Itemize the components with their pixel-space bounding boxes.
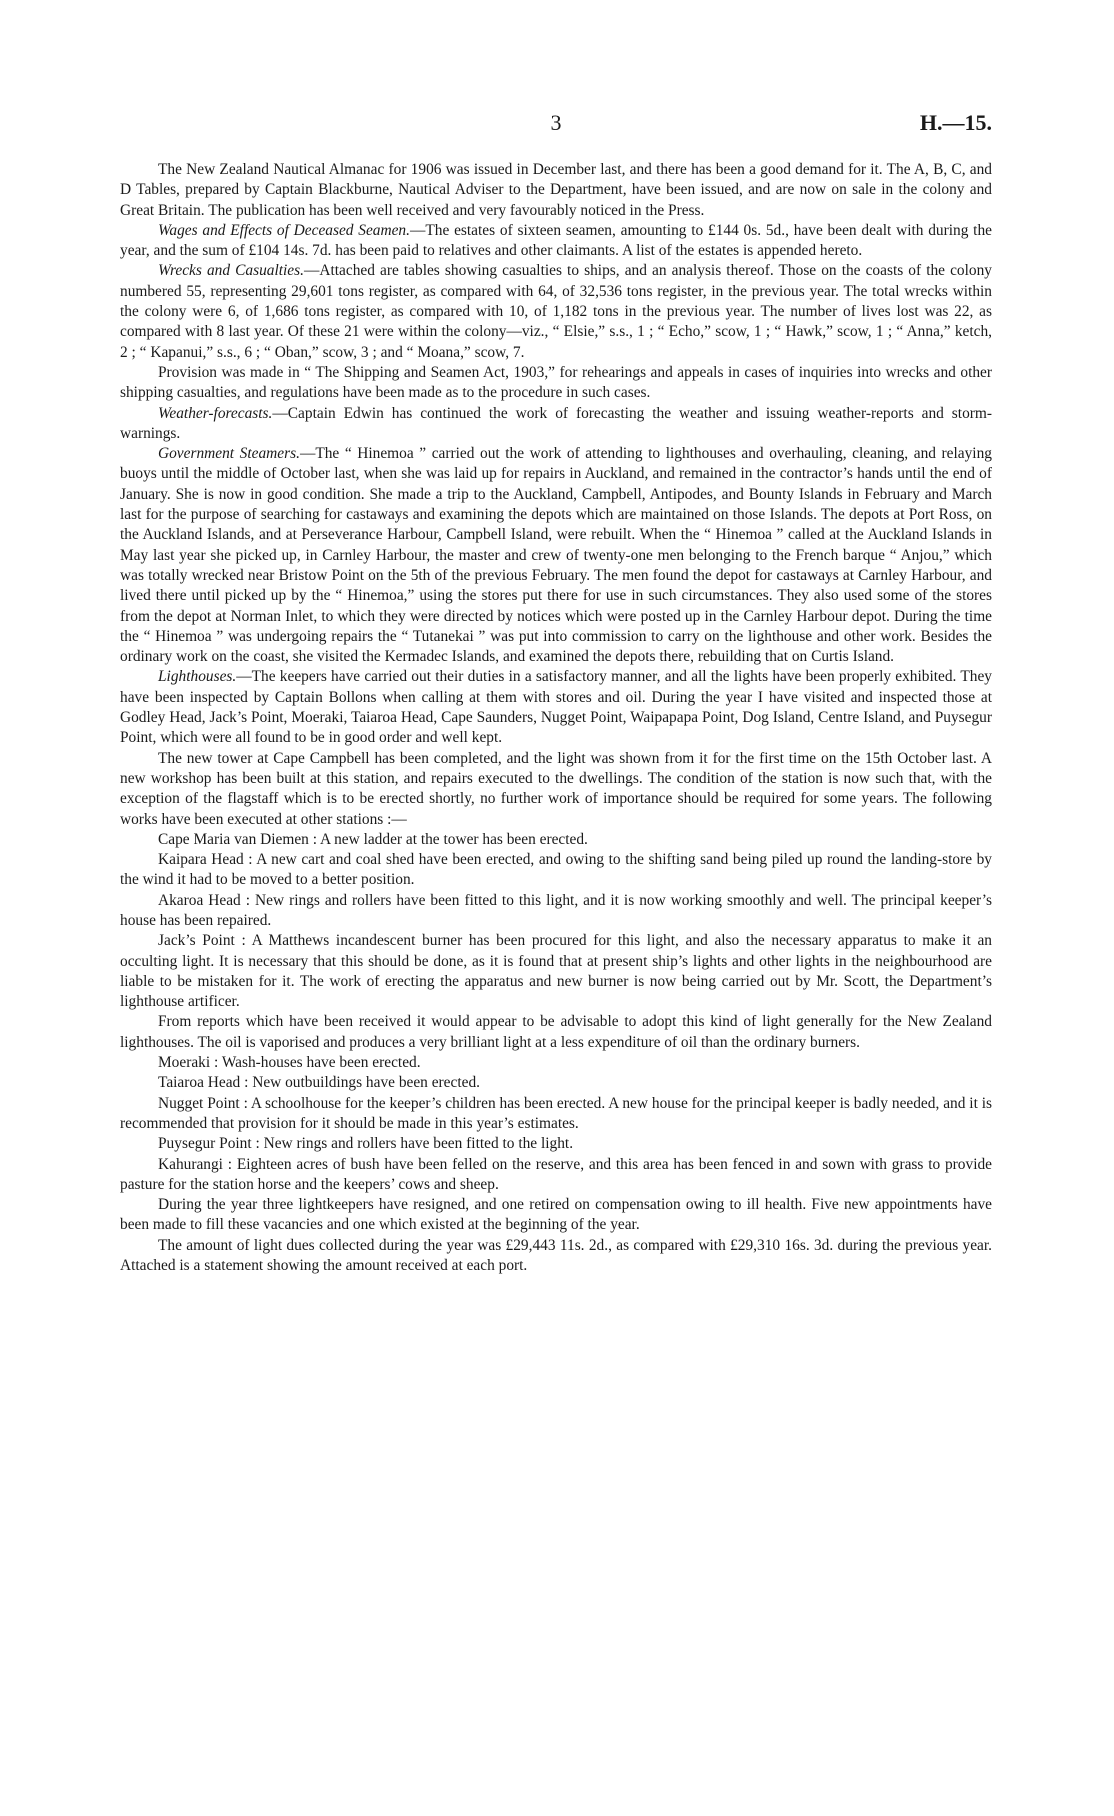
paragraph [120,850,992,891]
paragraph [120,931,992,1012]
paragraph-text: Akaroa Head : New rings and rollers have been fitted to this light, and it is now working smoothly and well. The principal keeper’s house has been repaired. [120,891,992,929]
paragraph-text: The amount of light dues collected during the year was £29,443 11s. 2d., as compared with £29,310 16s. 3d. during the previous year. Attached is a statement showing the amount received at each port. [120,1236,992,1275]
paragraph [120,1236,992,1277]
paragraph-text: Cape Maria van Diemen : A new ladder at the tower has been erected. [158,830,588,848]
paragraph [120,261,992,362]
paragraph-heading: Weather-forecasts. [158,404,273,422]
paragraph-text: During the year three lightkeepers have resigned, and one retired on compensation owing to ill health. Five new appointments have been made to fill these vacancies and one which existed at the beginning of the year. [120,1196,992,1234]
paragraph-heading: Government Steamers. [158,445,300,463]
paragraph-text: —The “ Hinemoa ” carried out the work of attending to lighthouses and overhauling, cleaning, and relaying buoys until the middle of October last, when she was laid up for repairs in Auckland, and remained in the contractor’s hands until the end of January. She is now in good condition. She made a trip to the Auckland, Campbell, Antipodes, and Bounty Islands in February and March last for the purpose of searching for castaways and examining the depots which are maintained on those Islands. The depots at Port Ross, on the Auckland Islands, and at Perseverance Harbour, Campbell Island, were rebuilt. When the “ Hinemoa ” called at the Auckland Islands in May last year she picked up, in Carnley Harbour, the master and crew of twenty-one men belonging to the French barque “ Anjou,” which was totally wrecked near Bristow Point on the 5th of the previous February. The men found the depot for castaways at Carnley Harbour, and lived there until picked up by the “ Hinemoa,” using the stores put there for use in such circumstances. They also used some of the stores from the depot at Norman Inlet, to which they were directed by notices which were posted up in the Carnley Harbour depot. During the time the “ Hinemoa ” was undergoing repairs the “ Tutanekai ” was put into commission to carry on the lighthouse and other work. Besides the ordinary work on the coast, she visited the Kermadec Islands, and examined the depots there, rebuilding that on Curtis Island. [120,445,992,666]
paragraph [120,1134,992,1154]
paragraph [120,1053,992,1073]
paragraph-heading: Lighthouses. [158,668,237,686]
body-text [120,160,992,1276]
paragraph [120,363,992,404]
paragraph-text: Kahurangi : Eighteen acres of bush have been felled on the reserve, and this area has been fenced in and sown with grass to provide pasture for the station horse and the keepers’ cows and sheep. [120,1155,992,1193]
paragraph [120,1012,992,1053]
paragraph-text: The New Zealand Nautical Almanac for 1906 was issued in December last, and there has been a good demand for it. The A, B, C, and D Tables, prepared by Captain Blackburne, Nautical Adviser to the Department, have been issued, and are now on sale in the colony and Great Britain. The publication has been well received and very favourably noticed in the Press. [120,161,992,219]
paragraph-text: Jack’s Point : A Matthews incandescent burner has been procured for this light, and also the necessary apparatus to make it an occulting light. It is necessary that this should be done, as it is found that at present ship’s lights and other lights in the neighbourhood are liable to be mistaken for it. The work of erecting the apparatus and new burner is now being carried out by Mr. Scott, the Department’s lighthouse artificer. [120,932,992,1011]
paragraph [120,1195,992,1236]
paragraph [120,160,992,221]
paragraph [120,830,992,850]
paragraph [120,221,992,262]
paragraph-text: Nugget Point : A schoolhouse for the keeper’s children has been erected. A new house for the principal keeper is badly needed, and it is recommended that provision for it should be made in this year’s estimates. [120,1094,992,1132]
paragraph [120,1155,992,1196]
document-reference: H.—15. [919,110,992,135]
paragraph-text: —The estates of sixteen seamen, amounting to £144 0s. 5d., have been dealt with during the year, and the sum of £104 14s. 7d. has been paid to relatives and other claimants. A list of the estates is appended hereto. [120,221,992,260]
paragraph [120,404,992,445]
page-number: 3 [550,110,562,135]
paragraph [120,444,992,667]
paragraph [120,667,992,748]
paragraph [120,891,992,932]
paragraph-text: Moeraki : Wash-houses have been erected. [158,1054,421,1072]
paragraph-text: From reports which have been received it would appear to be advisable to adopt this kind of light generally for the New Zealand lighthouses. The oil is vaporised and produces a very brilliant light at a less expenditure of oil than the ordinary burners. [120,1013,992,1051]
paragraph-heading: Wrecks and Casualties. [158,262,304,280]
paragraph-text: —Attached are tables showing casualties to ships, and an analysis thereof. Those on the coasts of the colony numbered 55, representing 29,601 tons register, as compared with 64, of 32,536 tons register, in the previous year. The total wrecks within the colony were 6, of 1,686 tons register, as compared with 10, of 1,182 tons in the previous year. The number of lives lost was 22, as compared with 8 last year. Of these 21 were within the colony—viz., “ Elsie,” s.s., 1 ; “ Echo,” scow, 1 ; “ Hawk,” scow, 1 ; “ Anna,” ketch, 2 ; “ Kapanui,” s.s., 6 ; “ Oban,” scow, 3 ; and “ Moana,” scow, 7. [120,262,992,361]
paragraph-text: Provision was made in “ The Shipping and Seamen Act, 1903,” for rehearings and appeals in cases of inquiries into wrecks and other shipping casualties, and regulations have been made as to the procedure in such cases. [120,363,992,402]
paragraph [120,1094,992,1135]
paragraph-text: —The keepers have carried out their duties in a satisfactory manner, and all the lights have been properly exhibited. They have been inspected by Captain Bollons when calling at them with stores and oil. During the year I have visited and inspected those at Godley Head, Jack’s Point, Moeraki, Taiaroa Head, Cape Saunders, Nugget Point, Waipapapa Point, Dog Island, Centre Island, and Puysegur Point, which were all found to be in good order and well kept. [120,668,992,747]
paragraph-text: Puysegur Point : New rings and rollers have been fitted to the light. [158,1135,574,1153]
paragraph-text: Taiaroa Head : New outbuildings have been erected. [158,1074,480,1092]
paragraph-text: Kaipara Head : A new cart and coal shed have been erected, and owing to the shifting sand being piled up round the landing-store by the wind it had to be moved to a better position. [120,851,992,889]
paragraph-heading: Wages and Effects of Deceased Seamen. [158,221,410,239]
paragraph [120,749,992,830]
paragraph [120,1073,992,1093]
page-header [120,110,992,140]
paragraph-text: —Captain Edwin has continued the work of forecasting the weather and issuing weather-reports and storm-warnings. [120,404,992,442]
paragraph-text: The new tower at Cape Campbell has been completed, and the light was shown from it for the first time on the 15th October last. A new workshop has been built at this station, and repairs executed to the dwellings. The condition of the station is now such that, with the exception of the flagstaff which is to be erected shortly, no further work of importance should be required for some years. The following works have been executed at other stations :— [120,749,992,828]
